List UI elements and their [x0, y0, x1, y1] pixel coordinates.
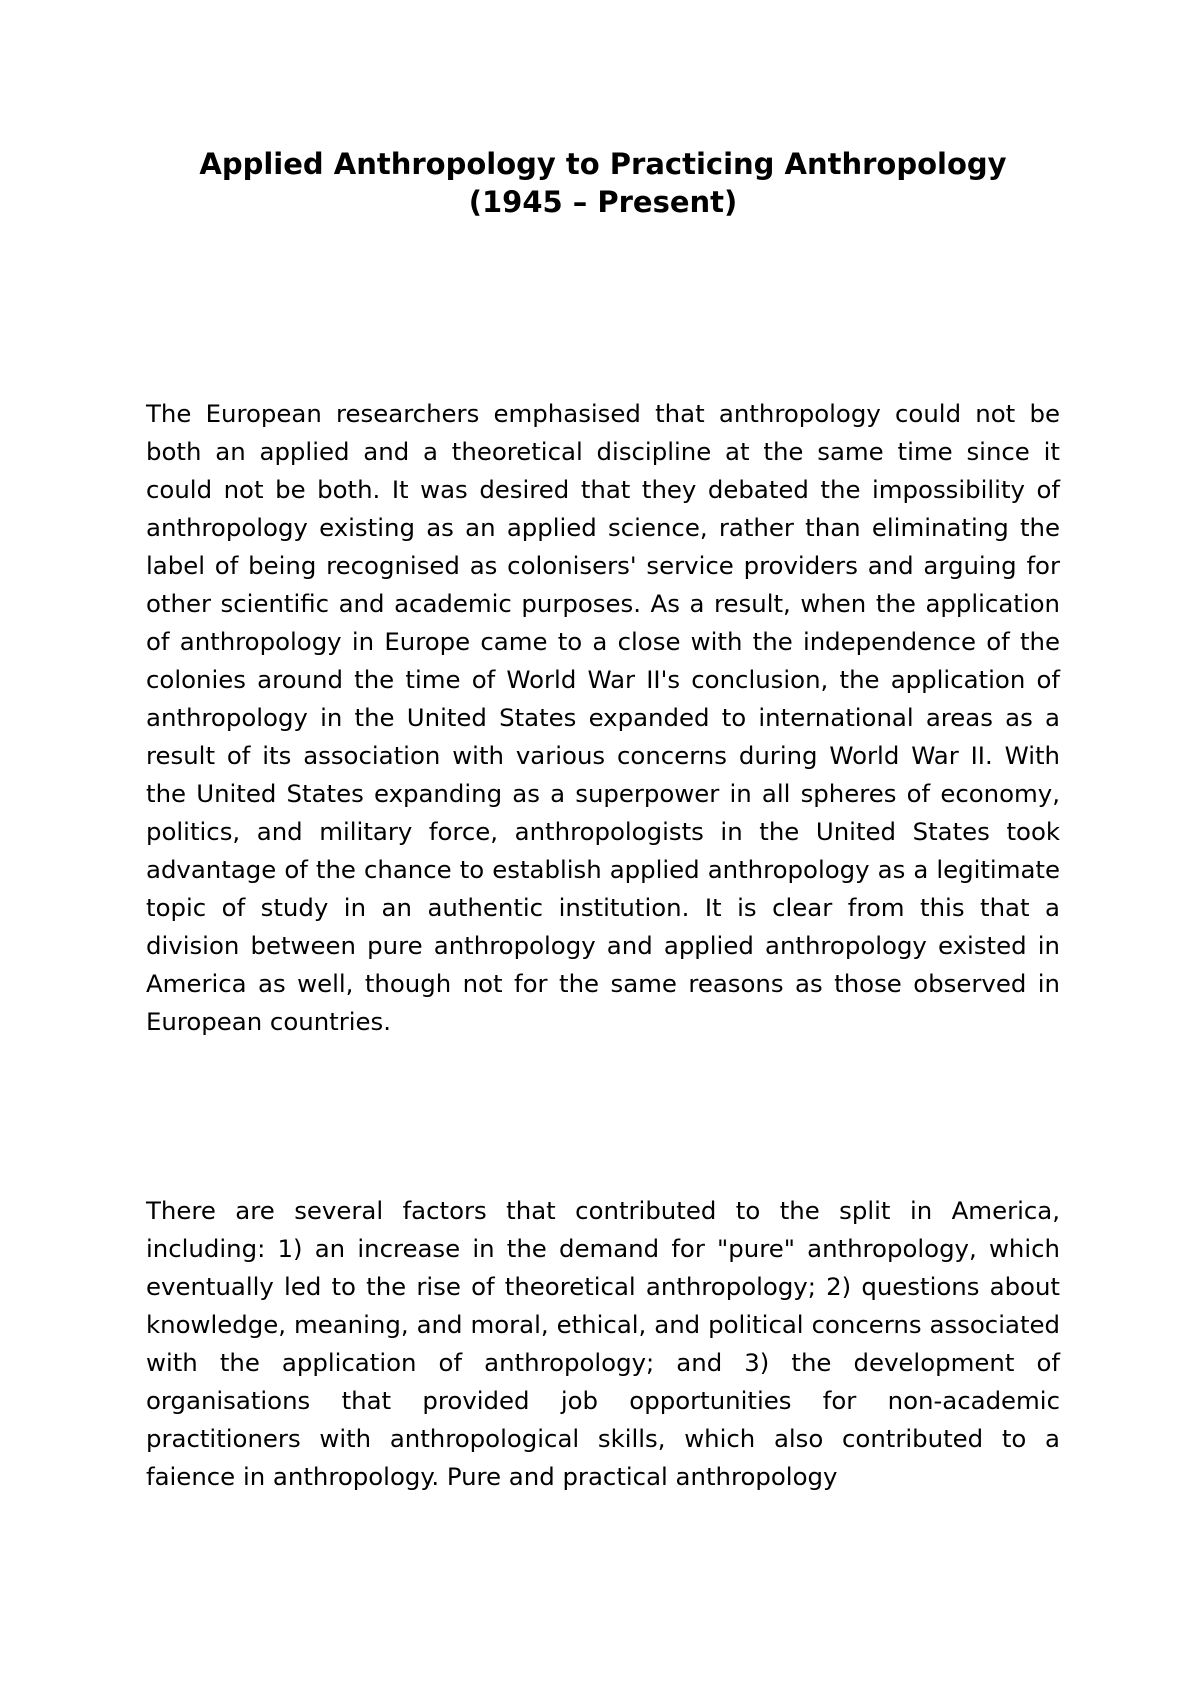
body-paragraph-1: The European researchers emphasised that anthropology could not be both an applied and a theoretical discipline at the same time since it could not be both. It was desired that they debated the impossibility of anthropology existing as an applied science, rather than eliminating the label of being recognised as colonisers' service providers and arguing for other scientific and academic purposes. As a result, when the application of anthropology in Europe came to a close with the independence of the colonies around the time of World War II's conclusion, the application of anthropology in the United States expanded to international areas as a result of its association with various concerns during World War II. With the United States expanding as a superpower in all spheres of economy, politics, and military force, anthropologists in the United States took advantage of the chance to establish applied anthropology as a legitimate topic of study in an authentic institution. It is clear from this that a division between pure anthropology and applied anthropology existed in America as well, though not for the same reasons as those observed in European countries.: [146, 399, 1060, 1036]
title-line-1: Applied Anthropology to Practicing Anthropology: [199, 147, 1007, 181]
title-line-2: (1945 – Present): [468, 185, 738, 219]
body-paragraph-2: There are several factors that contributed to the split in America, including: 1) an increase in the demand for "pure" anthropology, which eventually led to the rise of theoretical anthropology; 2) questions about knowledge, meaning, and moral, ethical, and political concerns associated with the application of anthropology; and 3) the development of organisations that provided job opportunities for non-academic practitioners with anthropological skills, which also contributed to a faience in anthropology. Pure and practical anthropology: [146, 1196, 1060, 1491]
document-title: [146, 145, 1060, 221]
